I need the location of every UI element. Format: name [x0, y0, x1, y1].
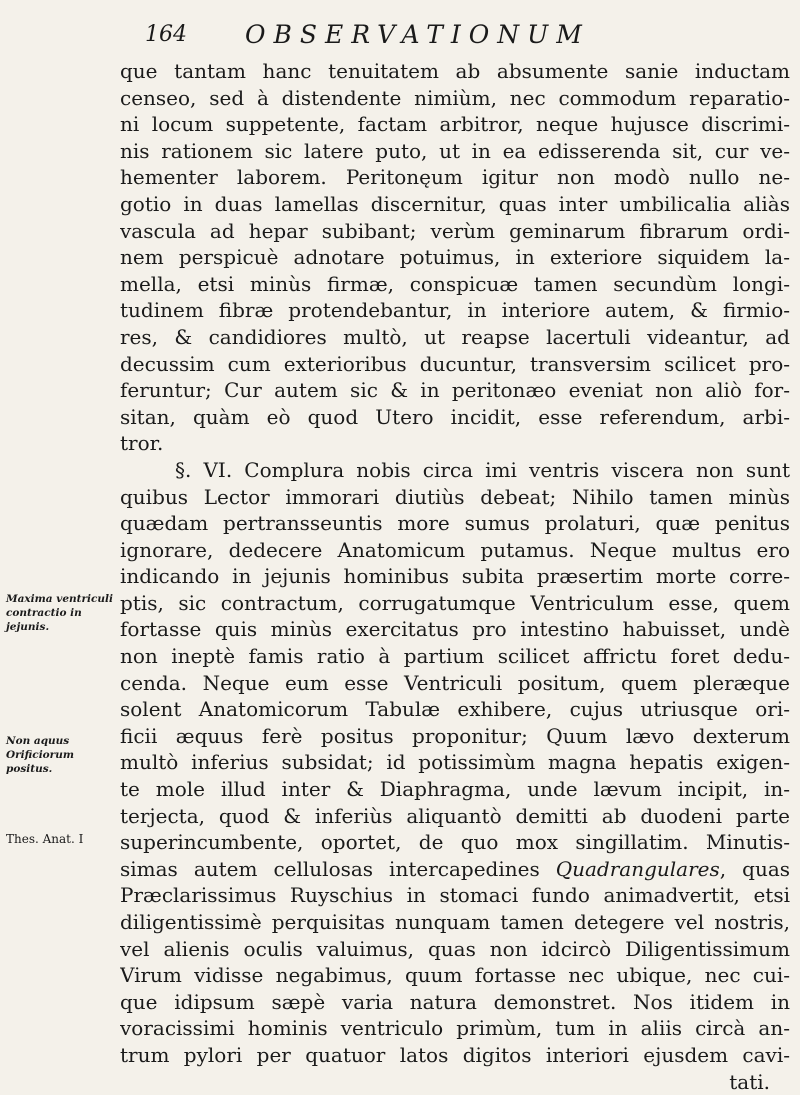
- text-line: sitan, quàm eò quod Utero incidit, esse referendum, arbi-: [120, 404, 790, 429]
- text-line: tudinem fibræ protendebantur, in interiore autem, & firmio-: [120, 298, 790, 323]
- italic-term: Quadrangulares: [555, 856, 720, 881]
- text-line: nem perspicuè adnotare potuimus, in exteriore siquidem la-: [120, 245, 790, 270]
- text-line: vel alienis oculis valuimus, quas non idcircò Diligentissimum: [120, 936, 790, 961]
- text-line: voracissimi hominis ventriculo primùm, tum in aliis circà an-: [120, 1016, 790, 1041]
- text-line: feruntur; Cur autem sic & in peritonæo eveniat non aliò for-: [120, 378, 790, 403]
- text-line: res, & candidiores multò, ut reapse lacertuli videantur, ad: [120, 324, 790, 349]
- text-line: cenda. Neque eum esse Ventriculi positum, quem pleræque: [120, 670, 790, 695]
- text-line: mella, etsi minùs firmæ, conspicuæ tamen secundùm longi-: [120, 271, 790, 296]
- text-line: ni locum suppetente, factam arbitror, neque hujusce discrimi-: [120, 112, 790, 137]
- text-line: ficii æquus ferè positus proponitur; Quum lævo dexterum: [120, 723, 790, 748]
- text-fragment: , quas: [719, 856, 790, 881]
- page-header: [145, 12, 785, 52]
- page-number: 164: [145, 22, 187, 47]
- text-line: superincumbente, oportet, de quo mox singillatim. Minutis-: [120, 830, 790, 855]
- text-line: quædam pertransseuntis more sumus prolaturi, quæ penitus: [120, 511, 790, 536]
- text-line: ignorare, dedecere Anatomicum putamus. Neque multus ero: [120, 537, 790, 562]
- text-line: gotio in duas lamellas discernitur, quas inter umbilicalia aliàs: [120, 191, 790, 216]
- text-line: tror.: [120, 431, 164, 456]
- margin-reference: Thes. Anat. I: [6, 832, 84, 846]
- running-head: OBSERVATIONUM: [245, 20, 590, 49]
- margin-note: Non aquus Orificiorum positus.: [6, 735, 74, 775]
- text-line: multò inferius subsidat; id potissimùm magna hepatis exigen-: [120, 750, 790, 775]
- text-line: diligentissimè perquisitas nunquam tamen detegere vel nostris,: [120, 910, 790, 934]
- text-line: que tantam hanc tenuitatem ab absumente sanie inductam: [120, 59, 790, 83]
- text-line: fortasse quis minùs exercitatus pro intestino habuisset, undè: [120, 617, 790, 642]
- text-line: quibus Lector immorari diutiùs debeat; Nihilo tamen minùs: [120, 484, 790, 509]
- text-line: terjecta, quod & inferiùs aliquantò demitti ab duodeni parte: [120, 803, 790, 828]
- body-text: [120, 58, 790, 1095]
- text-line: trum pylori per quatuor latos digitos interiori ejusdem cavi-: [120, 1042, 790, 1067]
- text-line: nis rationem sic latere puto, ut in ea edisserenda sit, cur ve-: [120, 138, 790, 163]
- text-line: tati.: [729, 1069, 770, 1094]
- text-line: Virum vidisse negabimus, quum fortasse nec ubique, nec cui-: [120, 963, 790, 988]
- text-line: que idipsum sæpè varia natura demonstret. Nos itidem in: [120, 989, 790, 1014]
- text-line: decussim cum exterioribus ducuntur, transversim scilicet pro-: [120, 351, 790, 376]
- text-line: Præclarissimus Ruyschius in stomaci fundo animadvertit, etsi: [120, 883, 790, 908]
- text-line: ptis, sic contractum, corrugatumque Ventriculum esse, quem: [120, 590, 790, 615]
- text-line: te mole illud inter & Diaphragma, unde lævum incipit, in-: [120, 777, 790, 802]
- text-line: non ineptè famis ratio à partium scilicet affrictu foret dedu-: [120, 644, 790, 669]
- text-fragment: simas autem cellulosas intercapedines: [120, 856, 540, 881]
- text-line: hementer laborem. Peritonęum igitur non modò nullo ne-: [120, 165, 790, 190]
- text-line: [120, 856, 790, 883]
- text-line: indicando in jejunis hominibus subita præsertim morte corre-: [120, 564, 790, 589]
- text-line: vascula ad hepar subibant; verùm geminarum fibrarum ordi-: [120, 218, 790, 243]
- text-line: censeo, sed à distendente nimiùm, nec commodum reparatio-: [120, 85, 790, 110]
- text-line: solent Anatomicorum Tabulæ exhibere, cujus utriusque ori-: [120, 697, 790, 722]
- section-heading-line: §. VI. Complura nobis circa imi ventris viscera non sunt: [175, 457, 790, 482]
- margin-note: Maxima ventriculi contractio in jejunis.: [6, 593, 114, 633]
